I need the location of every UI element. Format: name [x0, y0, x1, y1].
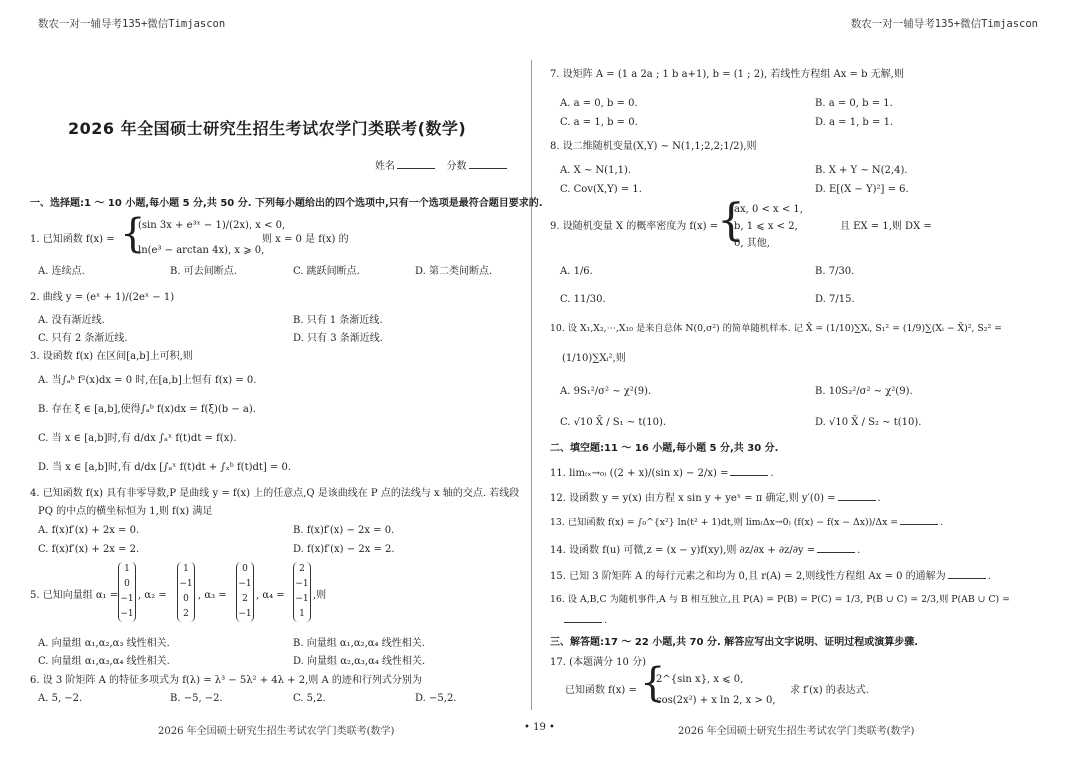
q7-option-c: C. a = 1, b = 0. — [560, 117, 638, 128]
q1-stem: 1. 已知函数 f(x) = — [30, 234, 115, 245]
q8-option-d: D. E[(X − Y)²] = 6. — [815, 184, 909, 195]
section-1-heading: 一、选择题:1 ～ 10 小题,每小题 5 分,共 50 分. 下列每小题给出的四个选项中,只有一个选项是最符合题目要求的. — [30, 198, 543, 209]
q9-stem: 9. 设随机变量 X 的概率密度为 f(x) = — [550, 221, 719, 232]
q8-option-c: C. Cov(X,Y) = 1. — [560, 184, 642, 195]
q2-option-b: B. 只有 1 条渐近线. — [293, 315, 383, 326]
q12: 12. 设函数 y = y(x) 由方程 x sin y + yeˣ = π 确定,则 y′(0) = . — [550, 493, 881, 504]
alpha4-entry: −1 — [295, 594, 309, 604]
alpha4-entry: −1 — [295, 579, 309, 589]
q3-option-c: C. 当 x ∈ [a,b]时,有 d/dx ∫ₐˣ f(t)dt = f(x). — [38, 433, 237, 444]
q1-option-c: C. 跳跃间断点. — [293, 266, 360, 277]
q9-brace: { — [717, 195, 745, 246]
alpha4-entry: 1 — [299, 609, 305, 619]
q9-option-c: C. 11/30. — [560, 294, 606, 305]
q7-option-d: D. a = 1, b = 1. — [815, 117, 894, 128]
q17-case1: 2^{sin x}, x ⩽ 0, — [656, 674, 744, 685]
page-number: • 19 • — [524, 722, 555, 733]
header-note-right: 数农一对一辅导考135+微信Timjascon — [850, 18, 1038, 30]
q5-label-alpha4: , α₄ = — [256, 590, 285, 601]
q16-blank — [564, 613, 602, 623]
score-label: 分数 — [446, 161, 467, 172]
q5-label-alpha2: , α₂ = — [138, 590, 167, 601]
alpha1-entry: 0 — [124, 579, 130, 589]
q6-option-c: C. 5,2. — [293, 693, 326, 704]
q4-stem-line1: 4. 已知函数 f(x) 具有非零导数,P 是曲线 y = f(x) 上的任意点,Q 是该曲线在 P 点的法线与 x 轴的交点. 若线段 — [30, 488, 520, 499]
q15: 15. 已知 3 阶矩阵 A 的每行元素之和均为 0,且 r(A) = 2,则线性方程组 Ax = 0 的通解为 . — [550, 571, 991, 582]
q1-case2: ln(e³ − arctan 4x), x ⩾ 0, — [138, 245, 265, 256]
q5-label-alpha3: , α₃ = — [198, 590, 227, 601]
alpha2-entry: 1 — [183, 564, 189, 574]
q2-stem: 2. 曲线 y = (eˣ + 1)/(2eˣ − 1) — [30, 292, 175, 303]
q9-case2: b, 1 ⩽ x < 2, — [734, 221, 798, 232]
q3-option-d: D. 当 x ∈ [a,b]时,有 d/dx [∫ₐˣ f(t)dt + ∫ₓᵇ f(t)dt] = 0. — [38, 462, 292, 473]
q17-stem: 已知函数 f(x) = — [565, 685, 637, 696]
q7-option-a: A. a = 0, b = 0. — [560, 98, 638, 109]
q7-option-b: B. a = 0, b = 1. — [815, 98, 893, 109]
q5-stem: 5. 已知向量组 α₁ = — [30, 590, 119, 601]
q17-brace: { — [640, 660, 666, 706]
q9-stem-end: 且 EX = 1,则 DX = — [840, 221, 932, 232]
q9-case1: ax, 0 < x < 1, — [734, 204, 803, 215]
q10-stem-line2: (1/10)∑Xᵢ²,则 — [562, 353, 626, 364]
alpha3-entry: −1 — [238, 579, 252, 589]
q6-option-b: B. −5, −2. — [170, 693, 223, 704]
q3-stem: 3. 设函数 f(x) 在区间[a,b]上可积,则 — [30, 351, 193, 362]
q4-option-d: D. f(x)f′(x) − 2x = 2. — [293, 544, 395, 555]
q6-stem: 6. 设 3 阶矩阵 A 的特征多项式为 f(λ) = λ³ − 5λ² + 4λ + 2,则 A 的迹和行列式分别为 — [30, 675, 422, 686]
q2-option-c: C. 只有 2 条渐近线. — [38, 333, 128, 344]
q14-blank — [817, 543, 855, 553]
q1-case1: (sin 3x + e³ˣ − 1)/(2x), x < 0, — [138, 220, 286, 231]
alpha2-entry: 2 — [183, 609, 189, 619]
q17-stem-end: 求 f′(x) 的表达式. — [790, 685, 869, 696]
q9-option-a: A. 1/6. — [560, 266, 593, 277]
q14: 14. 设函数 f(u) 可微,z = (x − y)f(xy),则 ∂z/∂x + ∂z/∂y = . — [550, 545, 861, 556]
section-2-heading: 二、填空题:11 ～ 16 小题,每小题 5 分,共 30 分. — [550, 443, 779, 454]
q10-stem-line1: 10. 设 X₁,X₂,⋯,X₁₀ 是来自总体 N(0,σ²) 的简单随机样本. 记 X̄ = (1/10)∑Xᵢ, S₁² = (1/9)∑(Xᵢ − X̄)², S₂² = — [550, 323, 1002, 334]
q10-option-c: C. √10 X̄ / S₁ ∼ t(10). — [560, 417, 667, 428]
name-blank — [397, 159, 435, 169]
q15-text: 15. 已知 3 阶矩阵 A 的每行元素之和均为 0,且 r(A) = 2,则线性方程组 Ax = 0 的通解为 — [550, 571, 946, 582]
vector-alpha4 — [293, 562, 311, 622]
header-note-left: 数农一对一辅导考135+微信Timjascon — [38, 18, 226, 30]
alpha3-entry: 2 — [242, 594, 248, 604]
alpha3-entry: 0 — [242, 564, 248, 574]
footer-right: 2026 年全国硕士研究生招生考试农学门类联考(数学) — [678, 726, 915, 737]
q13-blank — [900, 515, 938, 525]
q4-stem-line2: PQ 的中点的横坐标恒为 1,则 f(x) 满足 — [38, 506, 213, 517]
name-label: 姓名 — [375, 161, 395, 172]
q5-option-b: B. 向量组 α₁,α₂,α₄ 线性相关. — [293, 638, 425, 649]
q12-blank — [838, 491, 876, 501]
q11-blank — [730, 466, 768, 476]
q3-option-a: A. 当∫ₐᵇ f²(x)dx = 0 时,在[a,b]上恒有 f(x) = 0. — [38, 375, 257, 386]
q10-option-d: D. √10 X̄ / S₂ ∼ t(10). — [815, 417, 922, 428]
q9-option-b: B. 7/30. — [815, 266, 855, 277]
q16-line2: . — [562, 613, 607, 627]
q7-stem: 7. 设矩阵 A = (1 a 2a ; 1 b a+1), b = (1 ; 2), 若线性方程组 Ax = b 无解,则 — [550, 69, 904, 80]
q8-option-a: A. X ∼ N(1,1). — [560, 165, 632, 176]
q16-line1: 16. 设 A,B,C 为随机事件,A 与 B 相互独立,且 P(A) = P(B) = P(C) = 1/3, P(B ∪ C) = 2/3,则 P(AB ∪ C) = — [550, 594, 1010, 605]
q11: 11. lim₍ₓ→₀₎ ((2 + x)/(sin x) − 2/x) = . — [550, 468, 774, 479]
q1-brace: { — [120, 211, 146, 257]
q13: 13. 已知函数 f(x) = ∫₀^{x²} ln(t² + 1)dt,则 lim₍Δx→0₎ (f(x) − f(x − Δx))/Δx = . — [550, 517, 944, 528]
q1-option-a: A. 连续点. — [38, 266, 85, 277]
name-field — [375, 159, 509, 173]
alpha1-entry: −1 — [120, 594, 134, 604]
q4-option-b: B. f(x)f′(x) − 2x = 0. — [293, 525, 395, 536]
vector-alpha3 — [236, 562, 254, 622]
q5-option-d: D. 向量组 α₂,α₃,α₄ 线性相关. — [293, 656, 426, 667]
alpha4-entry: 2 — [299, 564, 305, 574]
q4-option-a: A. f(x)f′(x) + 2x = 0. — [38, 525, 140, 536]
alpha2-entry: −1 — [179, 579, 193, 589]
alpha1-entry: −1 — [120, 609, 134, 619]
footer-left: 2026 年全国硕士研究生招生考试农学门类联考(数学) — [158, 726, 395, 737]
q17-head: 17. (本题满分 10 分) — [550, 657, 646, 668]
q6-option-d: D. −5,2. — [415, 693, 457, 704]
vector-alpha2 — [177, 562, 195, 622]
q9-option-d: D. 7/15. — [815, 294, 855, 305]
q14-text: 14. 设函数 f(u) 可微,z = (x − y)f(xy),则 ∂z/∂x + ∂z/∂y = — [550, 545, 816, 556]
q10-option-b: B. 10S₂²/σ² ∼ χ²(9). — [815, 386, 913, 397]
q9-case3: 0, 其他, — [734, 238, 770, 249]
q15-blank — [948, 569, 986, 579]
score-blank — [469, 159, 507, 169]
q5-option-c: C. 向量组 α₁,α₃,α₄ 线性相关. — [38, 656, 170, 667]
alpha1-entry: 1 — [124, 564, 130, 574]
q5-stem-end: ,则 — [313, 590, 327, 601]
q2-option-d: D. 只有 3 条渐近线. — [293, 333, 383, 344]
q1-option-d: D. 第二类间断点. — [415, 266, 493, 277]
section-3-heading: 三、解答题:17 ～ 22 小题,共 70 分. 解答应写出文字说明、证明过程或演算步骤. — [550, 637, 919, 648]
vector-alpha1 — [118, 562, 136, 622]
q8-stem: 8. 设二维随机变量(X,Y) ∼ N(1,1;2,2;1/2),则 — [550, 141, 757, 152]
q17-case2: cos(2x²) + x ln 2, x > 0, — [656, 695, 776, 706]
q2-option-a: A. 没有渐近线. — [38, 315, 105, 326]
q3-option-b: B. 存在 ξ ∈ [a,b],使得∫ₐᵇ f(x)dx = f(ξ)(b − a). — [38, 404, 256, 415]
q10-option-a: A. 9S₁²/σ² ∼ χ²(9). — [560, 386, 652, 397]
q5-option-a: A. 向量组 α₁,α₂,α₃ 线性相关. — [38, 638, 170, 649]
alpha3-entry: −1 — [238, 609, 252, 619]
q12-text: 12. 设函数 y = y(x) 由方程 x sin y + yeˣ = π 确定,则 y′(0) = — [550, 493, 836, 504]
q13-text: 13. 已知函数 f(x) = ∫₀^{x²} ln(t² + 1)dt,则 lim₍Δx→0₎ (f(x) − f(x − Δx))/Δx = — [550, 517, 899, 528]
q11-text: 11. lim₍ₓ→₀₎ ((2 + x)/(sin x) − 2/x) = — [550, 468, 729, 479]
q6-option-a: A. 5, −2. — [38, 693, 83, 704]
q4-option-c: C. f(x)f′(x) + 2x = 2. — [38, 544, 140, 555]
column-divider — [531, 60, 532, 710]
alpha2-entry: 0 — [183, 594, 189, 604]
q8-option-b: B. X + Y ∼ N(2,4). — [815, 165, 908, 176]
exam-title: 2026 年全国硕士研究生招生考试农学门类联考(数学) — [68, 119, 467, 138]
q1-option-b: B. 可去间断点. — [170, 266, 237, 277]
q1-stem-end: 则 x = 0 是 f(x) 的 — [262, 234, 349, 245]
